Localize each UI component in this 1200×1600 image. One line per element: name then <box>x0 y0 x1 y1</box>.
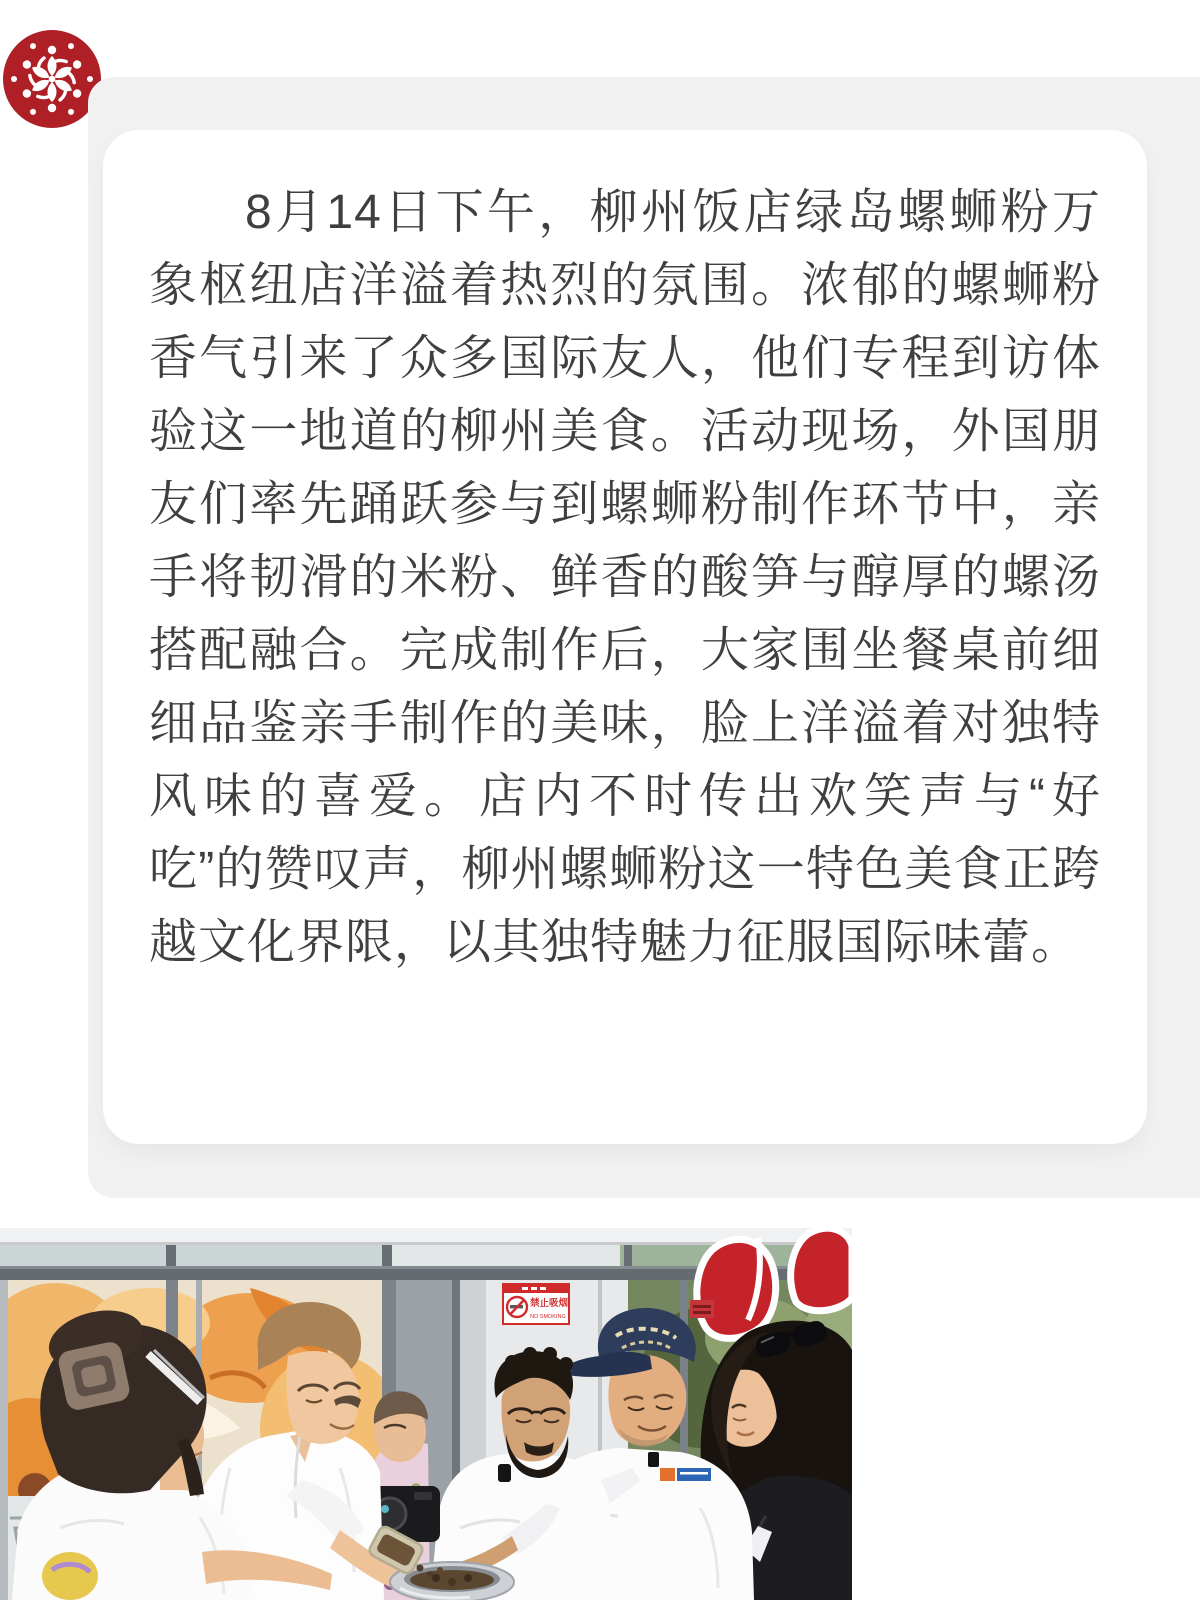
lapel-mic <box>648 1452 659 1467</box>
event-photo <box>0 1228 852 1600</box>
radial-dancers-emblem-icon <box>2 29 102 129</box>
article-card <box>103 130 1147 1144</box>
glass-sticker <box>690 1300 714 1318</box>
no-smoking-label: 禁止吸烟 <box>530 1298 569 1309</box>
shirt-logo <box>660 1468 711 1481</box>
article-paragraph: 8月14日下午，柳州饭店绿岛螺蛳粉万象枢纽店洋溢着热烈的氛围。浓郁的螺蛳粉香气引来了众多国际友人，他们专程到访体验这一地道的柳州美食。活动现场，外国朋友们率先踊跃参与到螺蛳粉制作环节中，亲手将韧滑的米粉、鲜香的酸笋与醇厚的螺汤搭配融合。完成制作后，大家围坐餐桌前细细品鉴亲手制作的美味，脸上洋溢着对独特风味的喜爱。店内不时传出欢笑声与“好吃”的赞叹声，柳州螺蛳粉这一特色美食正跨越文化界限，以其独特魅力征服国际味蕾。 <box>149 186 1101 969</box>
no-smoking-sign <box>503 1284 569 1324</box>
brand-logo <box>2 29 102 129</box>
lapel-mic <box>498 1464 511 1482</box>
content-panel <box>88 77 1200 1198</box>
event-photo-illustration <box>0 1228 852 1600</box>
no-smoking-sublabel: NO SMOKING <box>530 1314 566 1320</box>
